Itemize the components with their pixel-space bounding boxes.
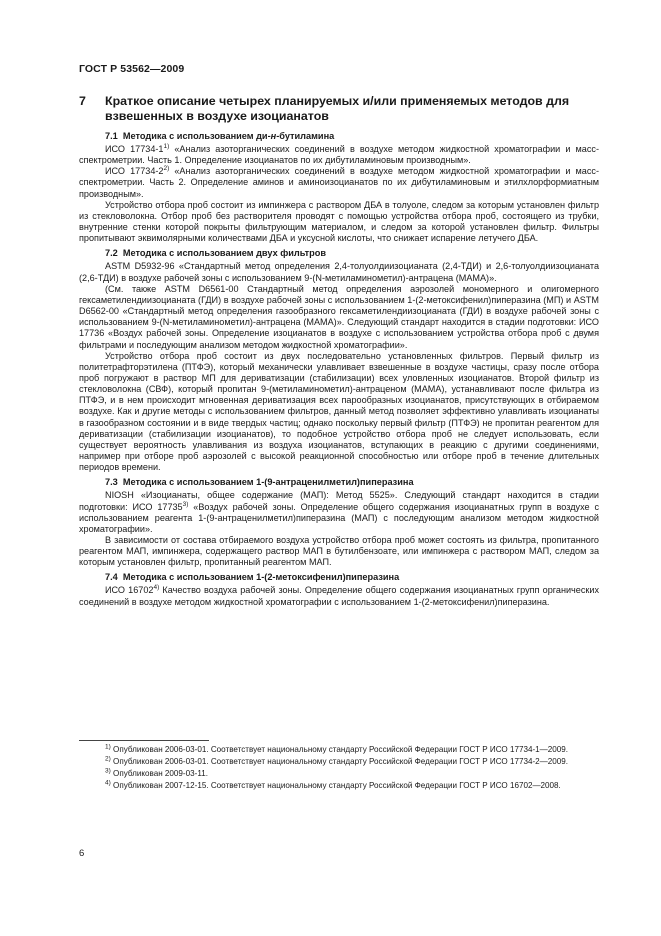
section-7-title: 7 Краткое описание четырех планируемых и/или применяемых методов для взвешенных в воздухе изоцианатов [79,94,570,123]
paragraph-iso-17734-2 [79,166,599,199]
paragraph-map-sampler: В зависимости от состава отбираемого воздуха устройство отбора проб может состоять из фильтра, пропитанного реагентом МАП, импинжера, содержащего раствор МАП в бутилбензоате, или импинжера с раствором МАП, следом за которым установлен фильтр, пропитанный реагентом МАП. [79,535,599,568]
text-run: Качество воздуха рабочей зоны. Определение общего содержания изоцианатных групп органических соединений в воздухе методом жидкостной хроматографии с использованием 1-(2-метоксифенил)пиперазина. [79,585,599,607]
paragraph-niosh-5525 [79,490,599,535]
footnote-1 [79,744,599,756]
footnote-divider [79,740,209,741]
subsection-number: 7.3 [105,477,118,488]
footnote-ref: 2) [163,165,170,173]
paragraph-iso-16702 [79,585,599,607]
footnote-ref: 3) [182,500,189,508]
footnote-mark: 3) [105,767,111,775]
subsection-title-italic: н [270,131,277,141]
subsection-title-part: -бутиламина [276,131,335,141]
text-run: NIOSH «Изоцианаты, общее содержание (МАП): Метод 5525». Следующий стандарт находится в стадии подготовки: ИСО 17735 [79,490,599,512]
subsection-7-3-title [79,476,599,488]
document-header: ГОСТ Р 53562—2009 [79,63,185,75]
footnote-text: Опубликован 2006-03-01. Соответствует национальному стандарту Российской Федерации ГОСТ Р ИСО 17734-2—2009. [110,757,568,766]
paragraph-sampler-dba: Устройство отбора проб состоит из импинжера с раствором ДБА в толуоле, следом за которым установлен фильтр из стекловолокна. Отбор проб без растворителя проводят с помощью устройства отбора проб, состоящего из трубки, внутренние стенки которой покрыты фильтрующим материалом, и следом за которой установлен фильтр. Фильтры пропитывают эквимолярными количествами ДБА и уксусной кислоты, что снижает испарение летучего ДБА. [79,199,599,244]
paragraph-astm-see-also: (См. также ASTM D6561-00 Стандартный метод определения аэрозолей мономерного и олигомерного гексаметилендиизоцианата (ГДИ) в воздухе рабочей зоны с использованием 1-(2-метоксифенил)пиперазина (МП) и ASTM D6562-00 «Стандартный метод определения газообразного гексаметилендиизоцианата (ГДИ) в воздухе рабочей зоны с использованием 9-(N-метиламинометил)-антрацена (МАМА)». Следующий стандарт находится в стадии подготовки: ИСО 17736 «Воздух рабочей зоны. Определение изоцианатов в воздухе с использованием устройства отбора проб с двумя фильтрами и последующим анализом методом жидкостной хроматографии». [79,283,599,350]
subsection-number: 7.1 [105,131,118,141]
subsection-title-text: Методика с использованием 1-(9-антраценилметил)пиперазина [122,477,414,488]
text-run: «Воздух рабочей зоны. Определение общего содержания изоцианатных групп в воздухе с использованием реагента 1-(9-антраценилметил)пиперазина (МАП) с последующим анализом методом жидкостной хроматографии». [79,501,599,534]
page-number: 6 [79,848,85,859]
footnote-ref: 1) [163,142,170,150]
footnote-mark: 2) [105,755,111,763]
footnote-2 [79,756,599,768]
subsection-7-4-title [79,571,599,583]
main-content [79,94,599,608]
footnote-3 [79,768,599,780]
text-run: ИСО 16702 [105,585,154,596]
text-run: ИСО 17734-1 [105,144,164,154]
subsection-title-text: Методика с использованием двух фильтров [122,248,326,259]
subsection-number: 7.2 [105,248,118,259]
text-run: «Анализ азоторганических соединений в воздухе методом жидкостной хроматографии и масс-спектрометрии. Часть 1. Определение изоцианатов по их дибутиламиновым производным». [79,144,599,166]
subsection-7-2-title [79,247,599,259]
subsection-title-part: Методика с использованием ди- [122,131,271,141]
footnote-mark: 1) [105,743,111,751]
section-title-text: Краткое описание четырех планируемых и/или применяемых методов для взвешенных в воздухе изоцианатов [105,94,570,123]
footnote-text: Опубликован 2007-12-15. Соответствует национальному стандарту Российской Федерации ГОСТ Р ИСО 16702—2008. [110,781,561,790]
subsection-number: 7.4 [105,572,118,583]
footnote-4 [79,780,599,792]
footnote-mark: 4) [105,779,111,787]
text-run: «Анализ азоторганических соединений в воздухе методом жидкостной хроматографии и масс-спектрометрии. Часть 2. Определение аминов и аминоизоцианатов по их дибутиламиновым и этилхлорформиатным производным». [79,166,599,199]
text-run: ИСО 17734-2 [105,166,164,177]
footnote-ref: 4) [153,584,160,592]
footnote-text: Опубликован 2009-03-11. [110,769,208,778]
footnotes [79,744,599,792]
paragraph-astm-d5932: ASTM D5932-96 «Стандартный метод определения 2,4-толуолдиизоцианата (2,4-ТДИ) и 2,6-толуолдиизоцианата (2,6-ТДИ) в воздухе рабочей зоны с использованием 9-(N-метиламинометил)-антрацена (МАМА)». [79,261,599,283]
paragraph-iso-17734-1 [79,144,599,166]
paragraph-two-filter-sampler: Устройство отбора проб состоит из двух последовательно установленных фильтров. Первый фильтр из политетрафторэтилена (ПТФЭ), который механически улавливает взвешенные в воздухе частицы, сразу после отбора проб погружают в раствор МП для дериватизации (стабилизации) всех уловленных изоцианатов. Второй фильтр из стекловолокна (СВФ), который пропитан 9-(метиламинометил)-антраценом (МАМА), устанавливают после фильтра из ПТФЭ, и в нем происходит мгновенная дериватизация всех парообразных изоцианатов, присутствующих в отбираемом воздухе. Как и другие методы с использованием фильтров, данный метод позволяет эффективно улавливать изоцианаты в газообразном состоянии и в виде твердых частиц; однако поскольку первый фильтр (ПТФЭ) не пропитан реагентом для дериватизации (стабилизации изоцианатов), то подобное устройство отбора проб не следует использовать, если существует вероятность улавливания из воздуха изоцианатов, вступающих в реакцию с другими соединениями, например при отборе проб аэрозолей с высокой реакционной способностью или отборе проб в течение длительных периодов времени. [79,350,599,473]
subsection-title-text: Методика с использованием 1-(2-метоксифенил)пиперазина [122,572,400,583]
footnote-text: Опубликован 2006-03-01. Соответствует национальному стандарту Российской Федерации ГОСТ Р ИСО 17734-1—2009. [110,745,568,754]
subsection-7-1-title [79,130,599,142]
